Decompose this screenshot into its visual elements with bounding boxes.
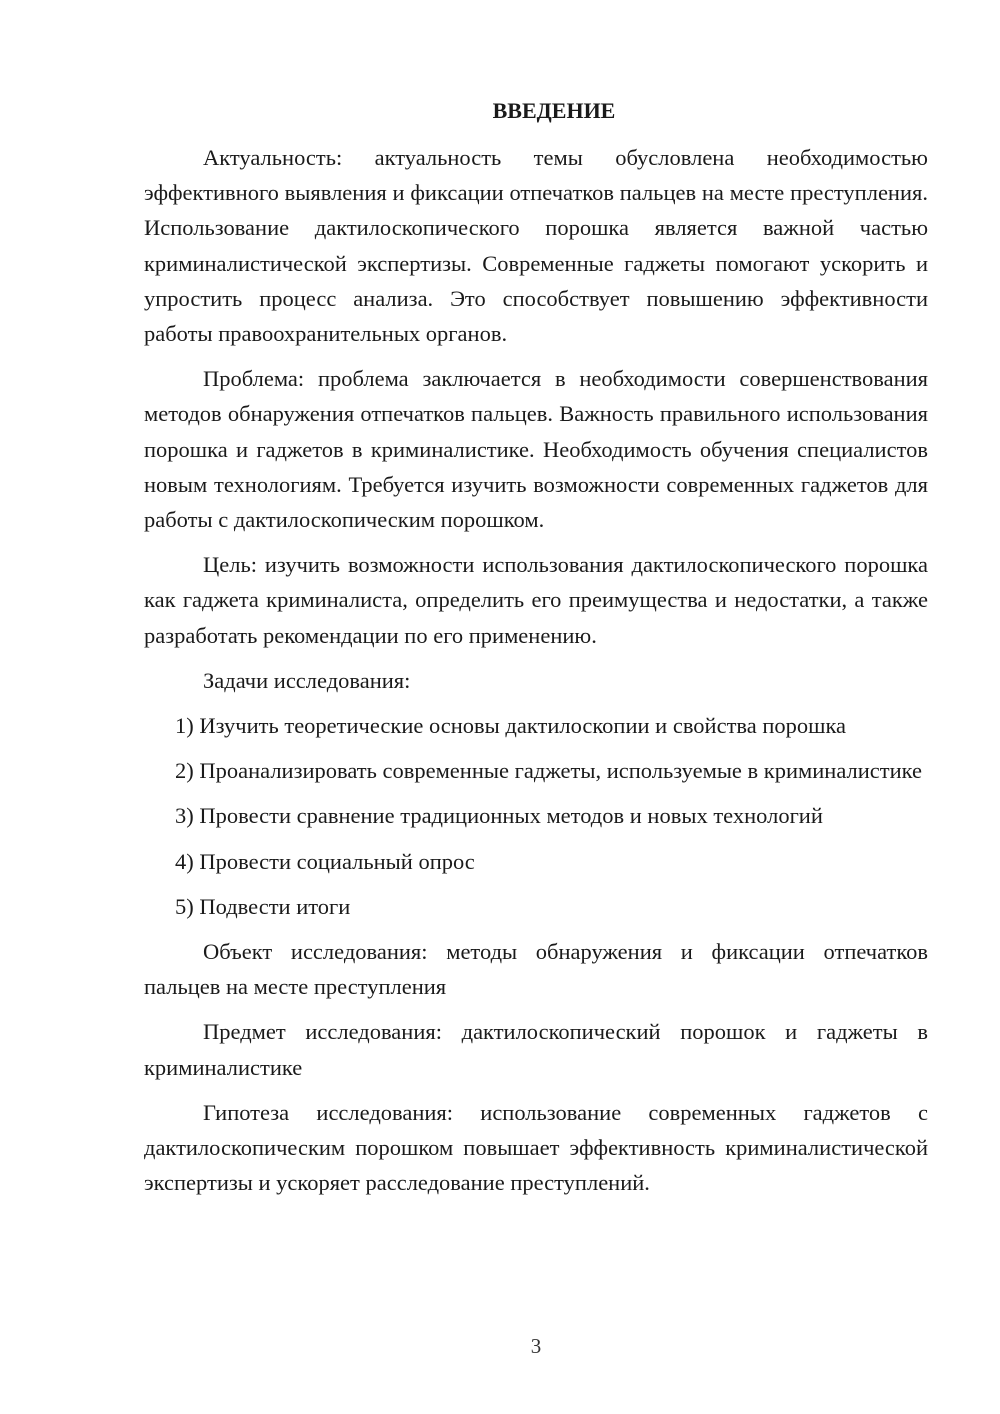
page-content xyxy=(144,93,928,1210)
paragraph-subject: Предмет исследования: дактилоскопический порошок и гаджеты в криминалистике xyxy=(144,1019,928,1080)
task-item-1: 1) Изучить теоретические основы дактилоскопии и свойства порошка xyxy=(175,713,847,739)
paragraph-object: Объект исследования: методы обнаружения и фиксации отпечатков пальцев на месте преступления xyxy=(144,939,928,1000)
paragraph-hypothesis: Гипотеза исследования: использование современных гаджетов с дактилоскопическим порошком повышает эффективность криминалистической экспертизы и ускоряет расследование преступлений. xyxy=(144,1099,928,1196)
paragraph-problem: Проблема: проблема заключается в необходимости совершенствования методов обнаружения отпечатков пальцев. Важность правильного использования порошка и гаджетов в криминалистике. Необходимость обучения специалистов новым технологиям. Требуется изучить возможности современных гаджетов для работы с дактилоскопическим порошком. xyxy=(144,366,928,533)
paragraph-goal: Цель: изучить возможности использования дактилоскопического порошка как гаджета криминалиста, определить его преимущества и недостатки, а также разработать рекомендации по его применению. xyxy=(144,552,928,648)
task-item-4: 4) Провести социальный опрос xyxy=(175,848,475,874)
task-item-2: 2) Проанализировать современные гаджеты, используемые в криминалистике xyxy=(175,758,923,784)
tasks-label: Задачи исследования: xyxy=(203,667,411,693)
task-item-3: 3) Провести сравнение традиционных методов и новых технологий xyxy=(175,803,823,829)
paragraph-relevance: Актуальность: актуальность темы обусловлена необходимостью эффективного выявления и фиксации отпечатков пальцев на месте преступления. Использование дактилоскопического порошка является важной частью криминалистической экспертизы. Современные гаджеты помогают ускорить и упростить процесс анализа. Это способствует повышению эффективности работы правоохранительных органов. xyxy=(144,145,928,347)
section-heading: ВВЕДЕНИЕ xyxy=(492,98,616,123)
page-number: 3 xyxy=(530,1334,542,1358)
task-item-5: 5) Подвести итоги xyxy=(175,893,351,919)
